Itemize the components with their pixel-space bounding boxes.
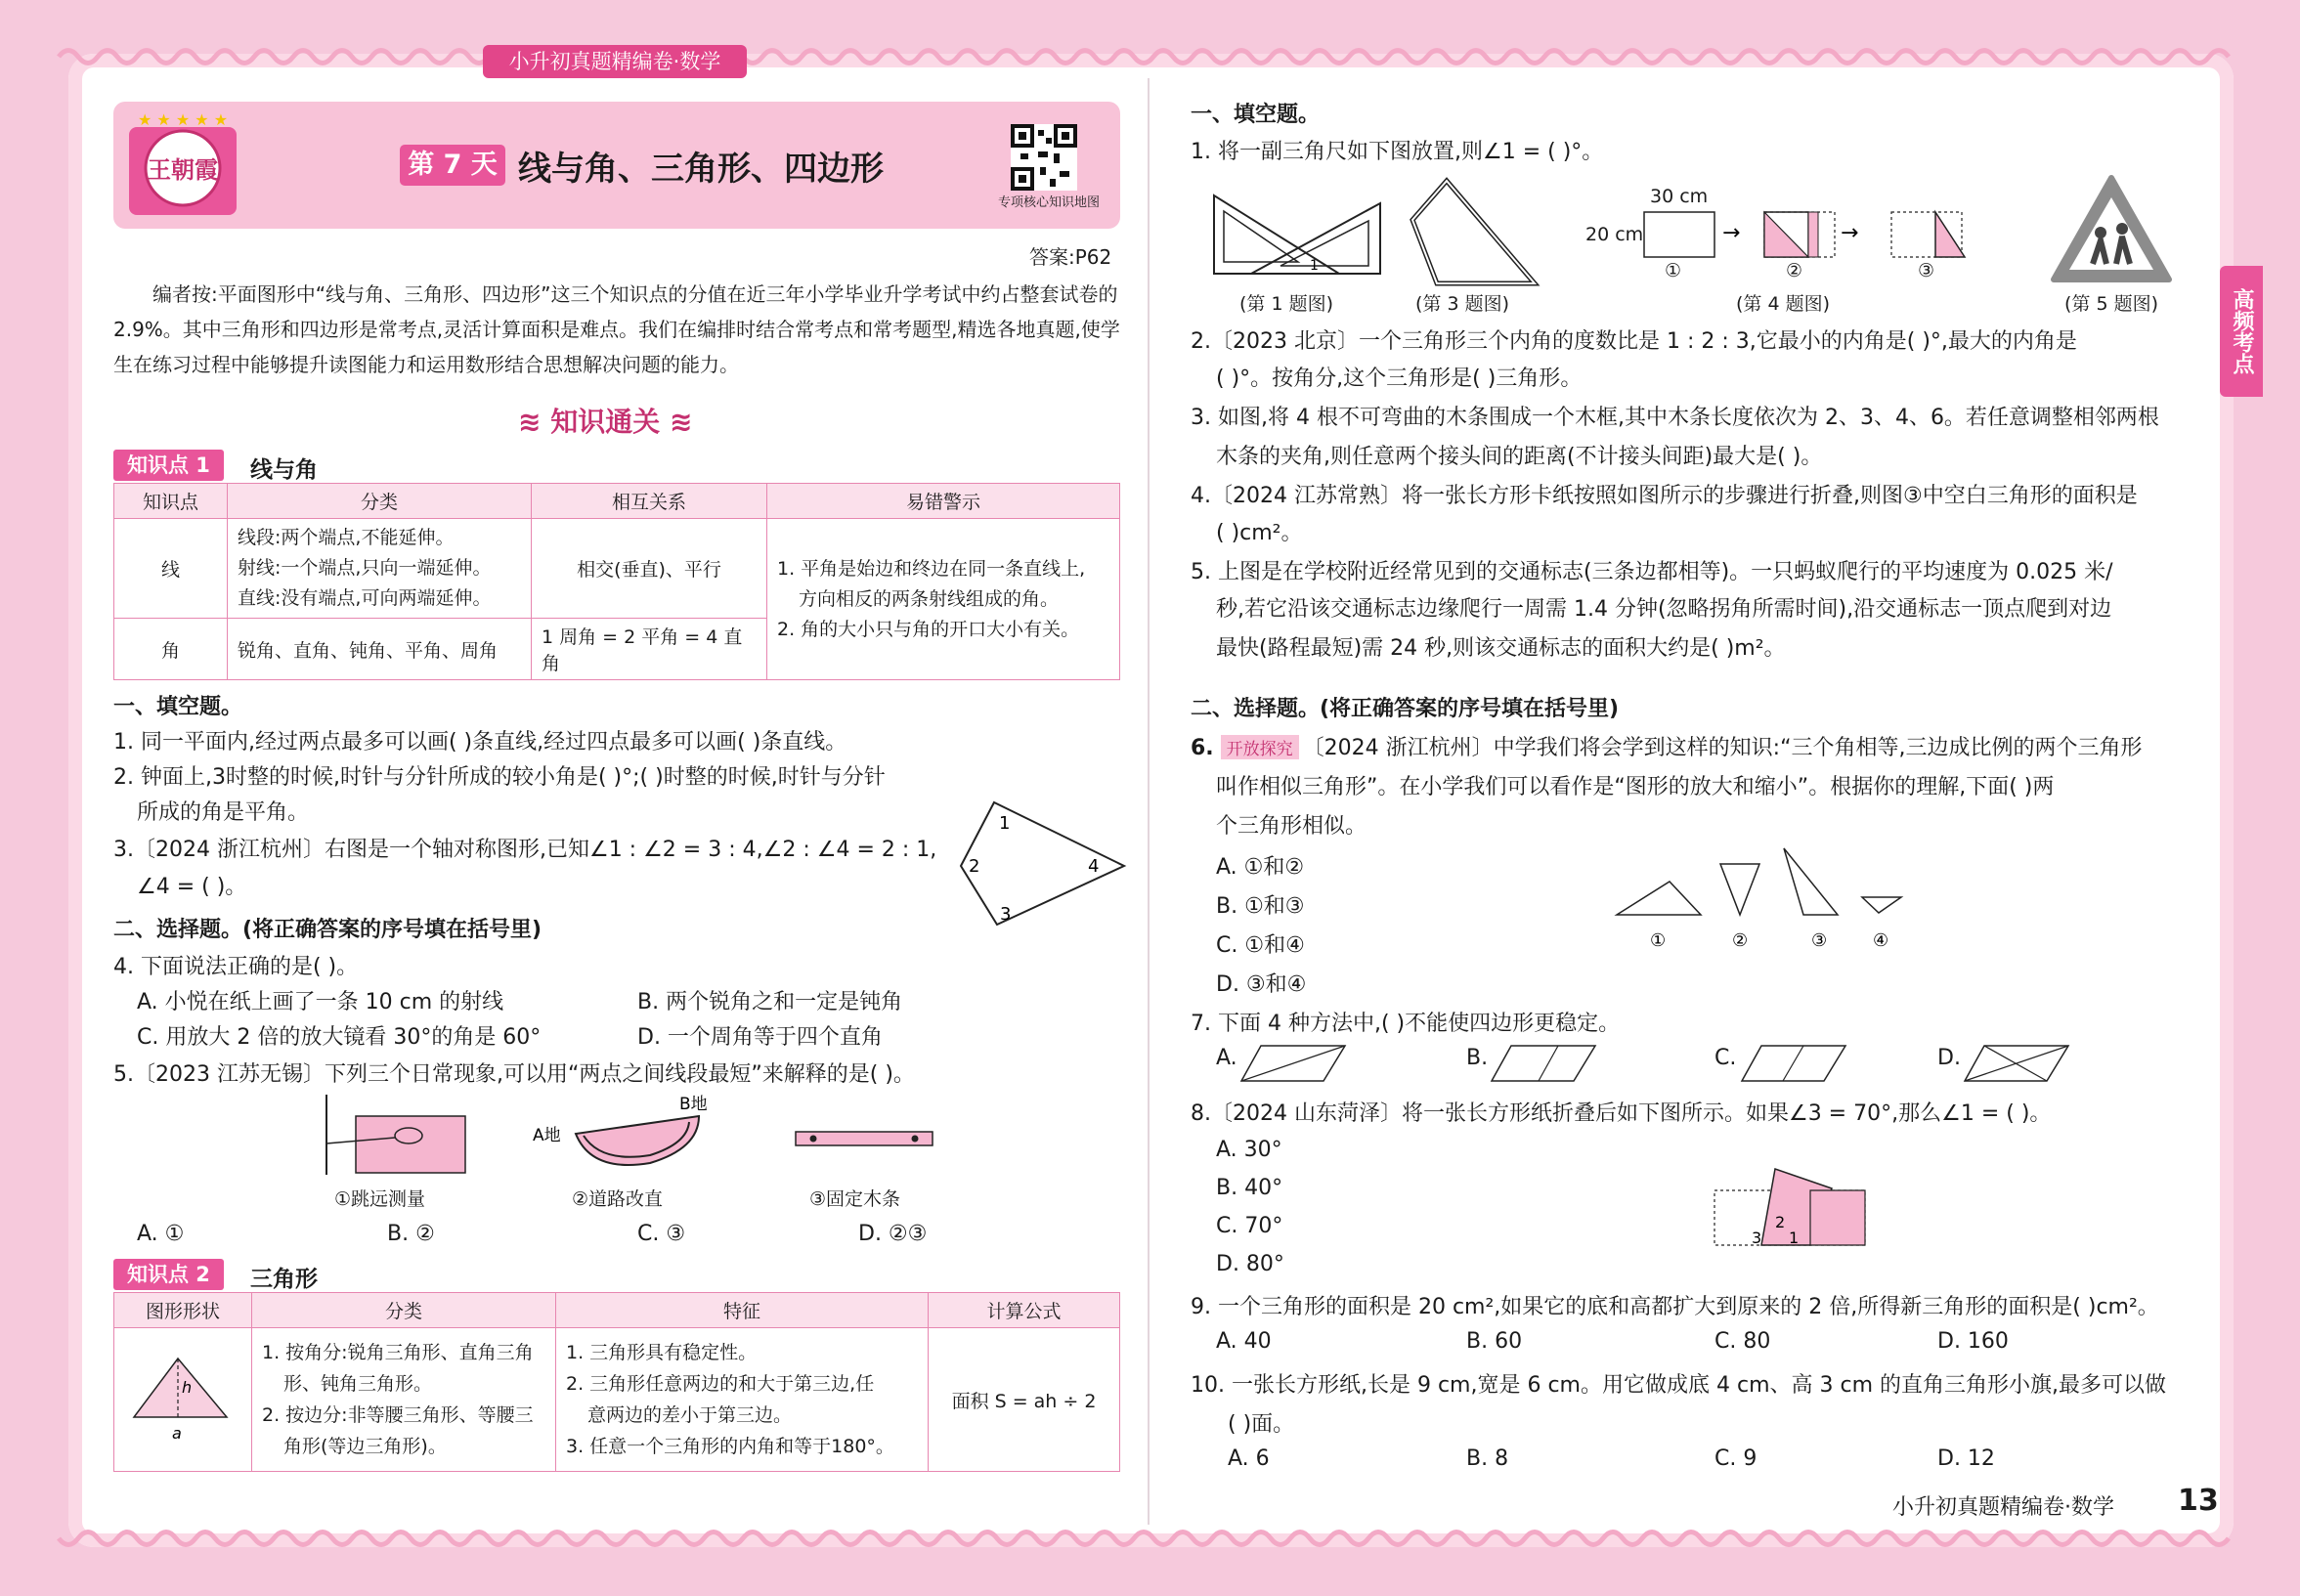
- q5-road-figure: [533, 1095, 728, 1178]
- fig4-step: ②: [1786, 260, 1803, 281]
- q10-option: C. 9: [1714, 1446, 1758, 1471]
- right-fill-title: 一、填空题。: [1191, 103, 1321, 127]
- kp2-class-line: 1. 按角分:锐角三角形、直角三角: [262, 1342, 534, 1363]
- kp1-warning-line: 2. 角的大小只与角的开口大小有关。: [777, 618, 1080, 640]
- left-q1: 1. 同一平面内,经过两点最多可以画( )条直线,经过四点最多可以画( )条直线。: [113, 730, 847, 755]
- fig4-step: ①: [1665, 260, 1682, 281]
- q3-kite-figure: [953, 798, 1129, 934]
- right-q9: 9. 一个三角形的面积是 20 cm²,如果它的底和高都扩大到原来的 2 倍,所得新三角形的面积是( )cm²。: [1191, 1295, 2159, 1319]
- q7-option: A.: [1216, 1046, 1237, 1070]
- q10-option: A. 6: [1228, 1446, 1270, 1471]
- kite-angle-label: 1: [999, 813, 1011, 834]
- q5-fig-caption: ③固定木条: [809, 1188, 901, 1210]
- kp2-header: 图形形状: [114, 1293, 252, 1328]
- kp1-warning: [767, 519, 1120, 680]
- kp2-class-line: 2. 按边分:非等腰三角形、等腰三: [262, 1404, 534, 1426]
- page-fold-divider: [1148, 78, 1150, 1525]
- bottom-wave-border: [59, 1526, 2241, 1551]
- q5-long-jump-figure: [323, 1095, 469, 1178]
- page-title: 线与角、三角形、四边形: [518, 150, 884, 189]
- fig-caption: (第 4 题图): [1736, 293, 1830, 315]
- right-q6c: 个三角形相似。: [1216, 814, 1367, 839]
- triangle-height-label: h: [182, 1377, 193, 1397]
- left-q4: 4. 下面说法正确的是( )。: [113, 955, 359, 979]
- kp2-feature-line: 意两边的差小于第三边。: [587, 1404, 793, 1426]
- kite-angle-label: 4: [1088, 856, 1100, 877]
- series-tag: 小升初真题精编卷·数学: [483, 45, 747, 78]
- kp1-label: 知识点 1: [113, 450, 224, 481]
- kp2-name: 三角形: [250, 1267, 318, 1292]
- q7-option-d-figure: [1963, 1044, 2070, 1083]
- kp1-line-class-item: 直线:没有端点,可向两端延伸。: [238, 587, 492, 609]
- right-q6a: 6. 开放探究 〔2024 浙江杭州〕中学我们将会学到这样的知识:“三个角相等,三边成比例的两个三角形: [1191, 736, 2143, 760]
- answer-reference: 答案:P62: [1029, 245, 1112, 269]
- page-number: 13: [2178, 1484, 2219, 1518]
- q5-fig-caption: ①跳远测量: [334, 1188, 426, 1210]
- left-choice-title: 二、选择题。(将正确答案的序号填在括号里): [113, 918, 542, 942]
- right-q3a: 3. 如图,将 4 根不可弯曲的木条围成一个木框,其中木条长度依次为 2、3、4、6。若任意调整相邻两根: [1191, 406, 2159, 430]
- q4-option-a: A. 小悦在纸上画了一条 10 cm 的射线: [137, 990, 504, 1014]
- q6-text: 〔2024 浙江杭州〕中学我们将会学到这样的知识:“三个角相等,三边成比例的两个三角形: [1302, 736, 2143, 760]
- kp2-feature-line: 1. 三角形具有稳定性。: [566, 1342, 758, 1363]
- svg-text:王朝霞: 王朝霞: [148, 156, 218, 184]
- q6-open-tag: 开放探究: [1221, 735, 1299, 759]
- q8-option: A. 30°: [1216, 1138, 1282, 1162]
- kp1-line-relation: 相交(垂直)、平行: [532, 519, 767, 619]
- kp1-angle-class: 锐角、直角、钝角、平角、周角: [228, 619, 532, 680]
- fig-caption: (第 3 题图): [1415, 293, 1509, 315]
- qr-caption: 专项核心知识地图: [997, 195, 1100, 210]
- q5-option: C. ③: [637, 1222, 686, 1246]
- kp1-table: [113, 483, 1120, 680]
- q9-option: C. 80: [1714, 1329, 1771, 1354]
- kp2-feature-line: 2. 三角形任意两边的和大于第三边,任: [566, 1373, 875, 1395]
- fig4-width-label: 30 cm: [1650, 186, 1709, 207]
- q4-option-d: D. 一个周角等于四个直角: [637, 1025, 883, 1050]
- right-q4a: 4.〔2024 江苏常熟〕将一张长方形卡纸按照如图所示的步骤进行折叠,则图③中空白三角形的面积是: [1191, 484, 2138, 508]
- q7-option: D.: [1937, 1046, 1961, 1070]
- q5-option: D. ②③: [858, 1222, 928, 1246]
- top-wave-border: [59, 44, 2241, 69]
- kp1-header: 相互关系: [532, 484, 767, 519]
- q8-angle-label: 1: [1789, 1229, 1800, 1247]
- right-q10a: 10. 一张长方形纸,长是 9 cm,宽是 6 cm。用它做成底 4 cm、高 3 cm 的直角三角形小旗,最多可以做: [1191, 1373, 2166, 1398]
- q6-option: B. ①和③: [1216, 894, 1305, 919]
- left-fill-title: 一、填空题。: [113, 695, 243, 719]
- triangle-figure: [129, 1349, 237, 1446]
- q6-fig-label: ③: [1811, 930, 1828, 951]
- kp1-header: 知识点: [114, 484, 228, 519]
- right-q8: 8.〔2024 山东菏泽〕将一张长方形纸折叠后如下图所示。如果∠3 = 70°,那么∠1 = ( )。: [1191, 1101, 2052, 1126]
- side-tab-high-frequency[interactable]: 高频考点: [2220, 266, 2263, 397]
- right-q5c: 最快(路程最短)需 24 秒,则该交通标志的面积大约是( )m²。: [1216, 636, 1786, 661]
- q6-fig-label: ④: [1873, 930, 1889, 951]
- kp1-warning-line: 1. 平角是始边和终边在同一条直线上,: [777, 557, 1086, 580]
- kp2-class-line: 角形(等边三角形)。: [283, 1436, 447, 1457]
- left-q3b: ∠4 = ( )。: [137, 875, 247, 899]
- kp1-topic-line: 线: [114, 519, 228, 619]
- footer-series: 小升初真题精编卷·数学: [1892, 1495, 2114, 1520]
- fig4-height-label: 20 cm: [1585, 224, 1644, 245]
- fig-caption: (第 1 题图): [1239, 293, 1333, 315]
- kp2-feature-line: 3. 任意一个三角形的内角和等于180°。: [566, 1436, 894, 1457]
- kp2-shape-cell: [114, 1328, 252, 1472]
- svg-text:→: →: [1722, 221, 1741, 245]
- kp2-table: [113, 1292, 1120, 1472]
- fig3-wood-frame: [1408, 176, 1544, 288]
- q9-option: D. 160: [1937, 1329, 2009, 1354]
- left-q5: 5.〔2023 江苏无锡〕下列三个日常现象,可以用“两点之间线段最短”来解释的是( )。: [113, 1062, 915, 1087]
- right-q3b: 木条的夹角,则任意两个接头间的距离(不计接头间距)最大是( )。: [1216, 445, 1823, 469]
- kp2-features: [556, 1328, 929, 1472]
- kp1-line-class-item: 线段:两个端点,不能延伸。: [238, 527, 455, 548]
- day-badge: 第 7 天: [400, 145, 505, 186]
- triangle-base-label: a: [172, 1423, 182, 1443]
- fig-caption: (第 5 题图): [2064, 293, 2158, 315]
- right-choice-title: 二、选择题。(将正确答案的序号填在括号里): [1191, 697, 1620, 721]
- kp1-name: 线与角: [250, 457, 318, 483]
- kp2-classification: [252, 1328, 556, 1472]
- kp1-header: 易错警示: [767, 484, 1120, 519]
- q8-angle-label: 3: [1752, 1229, 1762, 1247]
- q8-angle-label: 2: [1775, 1213, 1786, 1231]
- kite-angle-label: 2: [969, 856, 980, 877]
- kp2-formula: 面积 S = ah ÷ 2: [929, 1328, 1120, 1472]
- right-q5a: 5. 上图是在学校附近经常见到的交通标志(三条边都相等)。一只蚂蚁爬行的平均速度为 0.025 米/: [1191, 560, 2113, 584]
- right-q4b: ( )cm²。: [1216, 521, 1303, 545]
- svg-text:★ ★ ★ ★ ★: ★ ★ ★ ★ ★: [137, 110, 229, 129]
- svg-text:1: 1: [1310, 258, 1319, 274]
- q6-option: D. ③和④: [1216, 972, 1307, 997]
- left-q3a: 3.〔2024 浙江杭州〕右图是一个轴对称图形,已知∠1 : ∠2 = 3 : 4,∠2 : ∠4 = 2 : 1,: [113, 838, 937, 862]
- right-q5b: 秒,若它沿该交通标志边缘爬行一周需 1.4 分钟(忽略拐角所需时间),沿交通标志一顶点爬到对边: [1216, 597, 2112, 622]
- kp2-header: 特征: [556, 1293, 929, 1328]
- q10-option: B. 8: [1466, 1446, 1509, 1471]
- q6-triangles-figure: [1613, 846, 1916, 954]
- q6-fig-label: ①: [1650, 930, 1667, 951]
- fig4-step: ③: [1918, 260, 1935, 281]
- q4-option-c: C. 用放大 2 倍的放大镜看 30°的角是 60°: [137, 1025, 542, 1050]
- kp1-angle-relation: 1 周角 = 2 平角 = 4 直角: [532, 619, 767, 680]
- q8-option: C. 70°: [1216, 1214, 1283, 1238]
- q10-option: D. 12: [1937, 1446, 1995, 1471]
- q5-b-label: B地: [679, 1095, 708, 1114]
- q7-option-b-figure: [1490, 1044, 1597, 1083]
- kp2-class-line: 形、钝角三角形。: [283, 1373, 433, 1395]
- q9-option: B. 60: [1466, 1329, 1523, 1354]
- q4-option-b: B. 两个锐角之和一定是钝角: [637, 990, 903, 1014]
- q8-option: D. 80°: [1216, 1252, 1284, 1276]
- kp1-header: 分类: [228, 484, 532, 519]
- q8-folded-paper-figure: [1713, 1161, 1869, 1249]
- fig5-traffic-sign: [2050, 174, 2173, 283]
- section-heading: ≋ 知识通关 ≋: [518, 406, 693, 438]
- svg-text:→: →: [1841, 221, 1859, 245]
- q7-option: C.: [1714, 1046, 1737, 1070]
- q6-option: C. ①和④: [1216, 933, 1305, 958]
- q5-wood-figure: [794, 1129, 935, 1148]
- kp1-warning-line: 方向相反的两条射线组成的角。: [799, 587, 1060, 610]
- q7-option-c-figure: [1740, 1044, 1847, 1083]
- kp1-line-class: [228, 519, 532, 619]
- right-q10b: ( )面。: [1228, 1412, 1295, 1437]
- kp2-label: 知识点 2: [113, 1259, 224, 1290]
- kp1-topic-angle: 角: [114, 619, 228, 680]
- fig4-folding-steps: [1642, 210, 1994, 259]
- kp2-header: 分类: [252, 1293, 556, 1328]
- editor-note: 编者按:平面图形中“线与角、三角形、四边形”这三个知识点的分值在近三年小学毕业升学考试中约占整套试卷的2.9%。其中三角形和四边形是常考点,灵活计算面积是难点。我们在编排时结合常考点和常考题型,精选各地真题,使学生在练习过程中能够提升读图能力和运用数形结合思想解决问题的能力。: [113, 282, 1120, 376]
- left-q2b: 所成的角是平角。: [137, 800, 310, 825]
- q6-fig-label: ②: [1732, 930, 1749, 951]
- right-q1: 1. 将一副三角尺如下图放置,则∠1 = ( )°。: [1191, 140, 1604, 164]
- right-q2a: 2.〔2023 北京〕一个三角形三个内角的度数比是 1 : 2 : 3,它最小的内角是( )°,最大的内角是: [1191, 329, 2077, 354]
- q5-option: A. ①: [137, 1222, 185, 1246]
- right-q6b: 叫作相似三角形”。在小学我们可以看作是“图形的放大和缩小”。根据你的理解,下面( )两: [1216, 775, 2055, 799]
- q7-option-a-figure: [1239, 1044, 1347, 1083]
- publisher-logo: [121, 109, 244, 222]
- right-q7: 7. 下面 4 种方法中,( )不能使四边形更稳定。: [1191, 1012, 1621, 1036]
- kp2-header: 计算公式: [929, 1293, 1120, 1328]
- q5-option: B. ②: [387, 1222, 435, 1246]
- kp1-line-class-item: 射线:一个端点,只向一端延伸。: [238, 557, 492, 579]
- q5-fig-caption: ②道路改直: [572, 1188, 664, 1210]
- fig1-set-squares: [1212, 194, 1383, 281]
- qr-code-icon[interactable]: [1011, 124, 1077, 191]
- q9-option: A. 40: [1216, 1329, 1272, 1354]
- q5-a-label: A地: [533, 1126, 561, 1145]
- right-q2b: ( )°。按角分,这个三角形是( )三角形。: [1216, 367, 1583, 391]
- left-q2a: 2. 钟面上,3时整的时候,时针与分针所成的较小角是( )°;( )时整的时候,时针与分针: [113, 765, 886, 790]
- q8-option: B. 40°: [1216, 1176, 1283, 1200]
- kite-angle-label: 3: [1000, 904, 1012, 925]
- q6-option: A. ①和②: [1216, 855, 1305, 880]
- q7-option: B.: [1466, 1046, 1489, 1070]
